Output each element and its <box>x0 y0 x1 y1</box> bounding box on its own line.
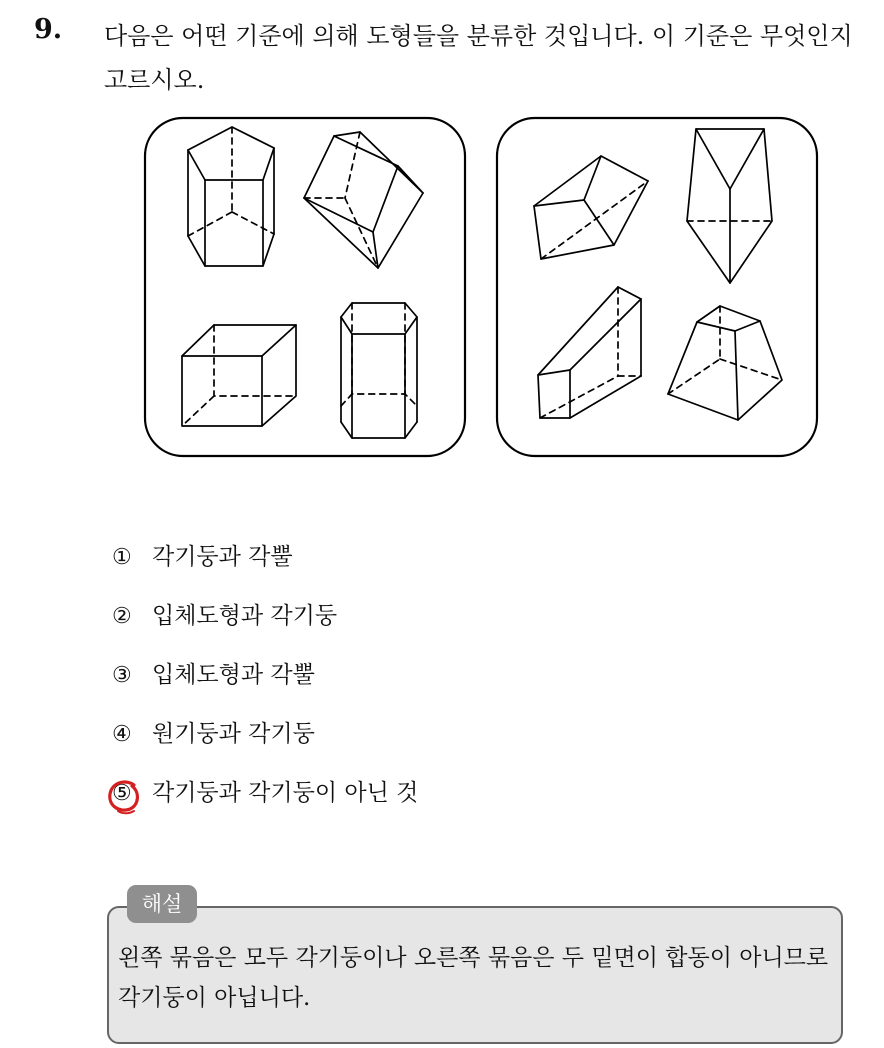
tilted-cuboid-shape <box>304 132 423 268</box>
question-text: 다음은 어떤 기준에 의해 도형들을 분류한 것입니다. 이 기준은 무엇인지 고르시오. <box>104 22 853 94</box>
right-group-box <box>497 118 817 456</box>
classification-figure <box>0 0 884 470</box>
choice-number: ② <box>112 604 132 629</box>
choice-2[interactable] <box>112 587 418 646</box>
answer-choices <box>112 528 418 823</box>
hexagonal-prism-shape <box>341 303 417 438</box>
triangular-prism-shape <box>538 287 641 418</box>
choice-3[interactable] <box>112 646 418 705</box>
choice-5[interactable] <box>112 764 418 823</box>
choice-text: 원기둥과 각기둥 <box>152 721 315 747</box>
choice-text: 입체도형과 각뿔 <box>152 662 315 688</box>
explanation-label: 해설 <box>127 885 197 923</box>
choice-number: ③ <box>112 663 132 688</box>
choice-text: 입체도형과 각기둥 <box>152 603 338 629</box>
explanation-text: 왼쪽 묶음은 모두 각기둥이나 오른쪽 묶음은 두 밑면이 합동이 아니므로 각기둥이 아닙니다. <box>118 945 829 1011</box>
cube-shape <box>182 325 296 426</box>
choice-4[interactable] <box>112 705 418 764</box>
pentagonal-pyramid-shape <box>534 156 648 259</box>
choice-text: 각기둥과 각기둥이 아닌 것 <box>152 780 419 806</box>
pentagonal-prism-shape <box>188 127 274 266</box>
choice-text: 각기둥과 각뿔 <box>152 544 293 570</box>
frustum-shape <box>668 306 782 420</box>
bipyramid-shape <box>687 129 772 283</box>
choice-number: ① <box>112 545 132 570</box>
choice-number: ④ <box>112 722 132 747</box>
question-number: 9. <box>34 14 63 45</box>
choice-number: ⑤ <box>112 781 132 806</box>
choice-1[interactable] <box>112 528 418 587</box>
selected-answer-circle-icon <box>104 776 144 816</box>
